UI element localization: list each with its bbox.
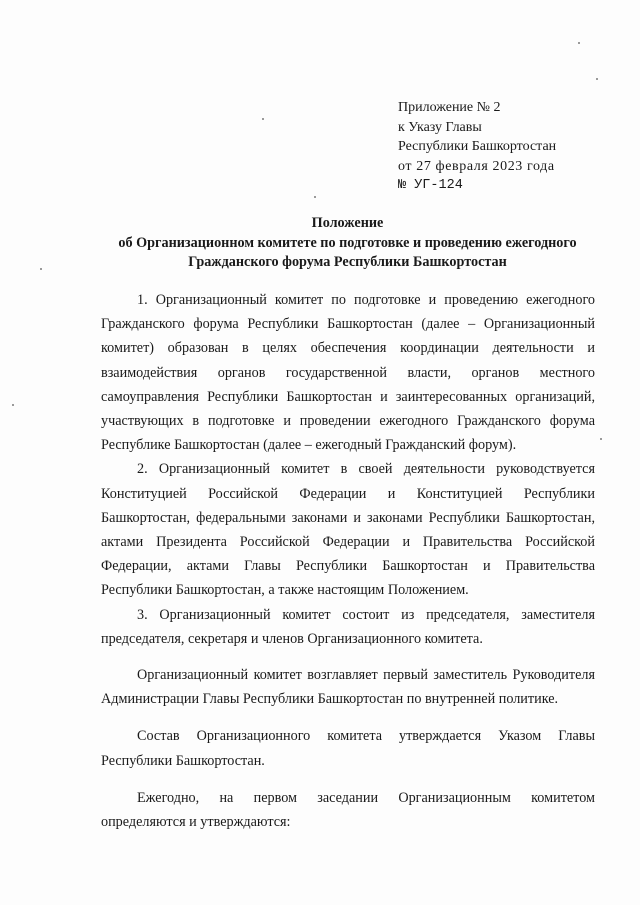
title-line-2: об Организационном комитете по подготовке и проведению ежегодного xyxy=(118,234,577,251)
paragraph-2: 2. Организационный комитет в своей деятельности руководствуется Конституцией Российской Федерации и Конституцией Республики Башкортостан, федеральными законами и законами Республики Башкортостан, актами Президента Российской Федерации и Правительства Российской Федерации, актами Главы Республики Башкортостан и Правительства Республики Башкортостан, а также настоящим Положением. xyxy=(101,461,595,599)
scan-speck xyxy=(578,42,580,44)
appendix-decree-number: № УГ-124 xyxy=(398,178,463,193)
scan-speck xyxy=(262,118,264,120)
appendix-republic: Республики Башкортостан xyxy=(398,139,557,154)
paragraph-3: 3. Организационный комитет состоит из председателя, заместителя председателя, секретаря и членов Организационного комитета. xyxy=(101,606,595,647)
document-title xyxy=(80,214,615,273)
scan-speck xyxy=(40,268,42,270)
paragraph-5: Состав Организационного комитета утверждается Указом Главы Республики Башкортостан. xyxy=(101,728,595,769)
title-line-1: Положение xyxy=(311,215,384,231)
document-body xyxy=(101,288,595,834)
appendix-date: от 27 февраля 2023 года xyxy=(398,158,555,174)
title-line-3: Гражданского форума Республики Башкортостан xyxy=(188,254,507,270)
appendix-number: Приложение № 2 xyxy=(398,100,501,115)
scan-speck xyxy=(596,78,598,80)
paragraph-4: Организационный комитет возглавляет первый заместитель Руководителя Администрации Главы Республики Башкортостан по внутренней политике. xyxy=(101,667,595,708)
paragraph-6: Ежегодно, на первом заседании Организационным комитетом определяются и утверждаются: xyxy=(101,789,595,831)
scan-speck xyxy=(314,196,316,198)
paragraph-1: 1. Организационный комитет по подготовке и проведению ежегодного Гражданского форума Республики Башкортостан (далее – Организационный комитет) образован в целях обеспечения координации деятельности и взаимодействия органов государственной власти, органов местного самоуправления Республики Башкортостан и заинтересованных организаций, участвующих в подготовке и проведении ежегодного Гражданского форума Республике Башкортостан (далее – ежегодный Гражданский форум). xyxy=(101,292,595,454)
appendix-decree-ref: к Указу Главы xyxy=(398,119,482,135)
scan-speck xyxy=(12,404,14,406)
appendix-header xyxy=(398,98,556,196)
scan-speck xyxy=(600,438,602,440)
